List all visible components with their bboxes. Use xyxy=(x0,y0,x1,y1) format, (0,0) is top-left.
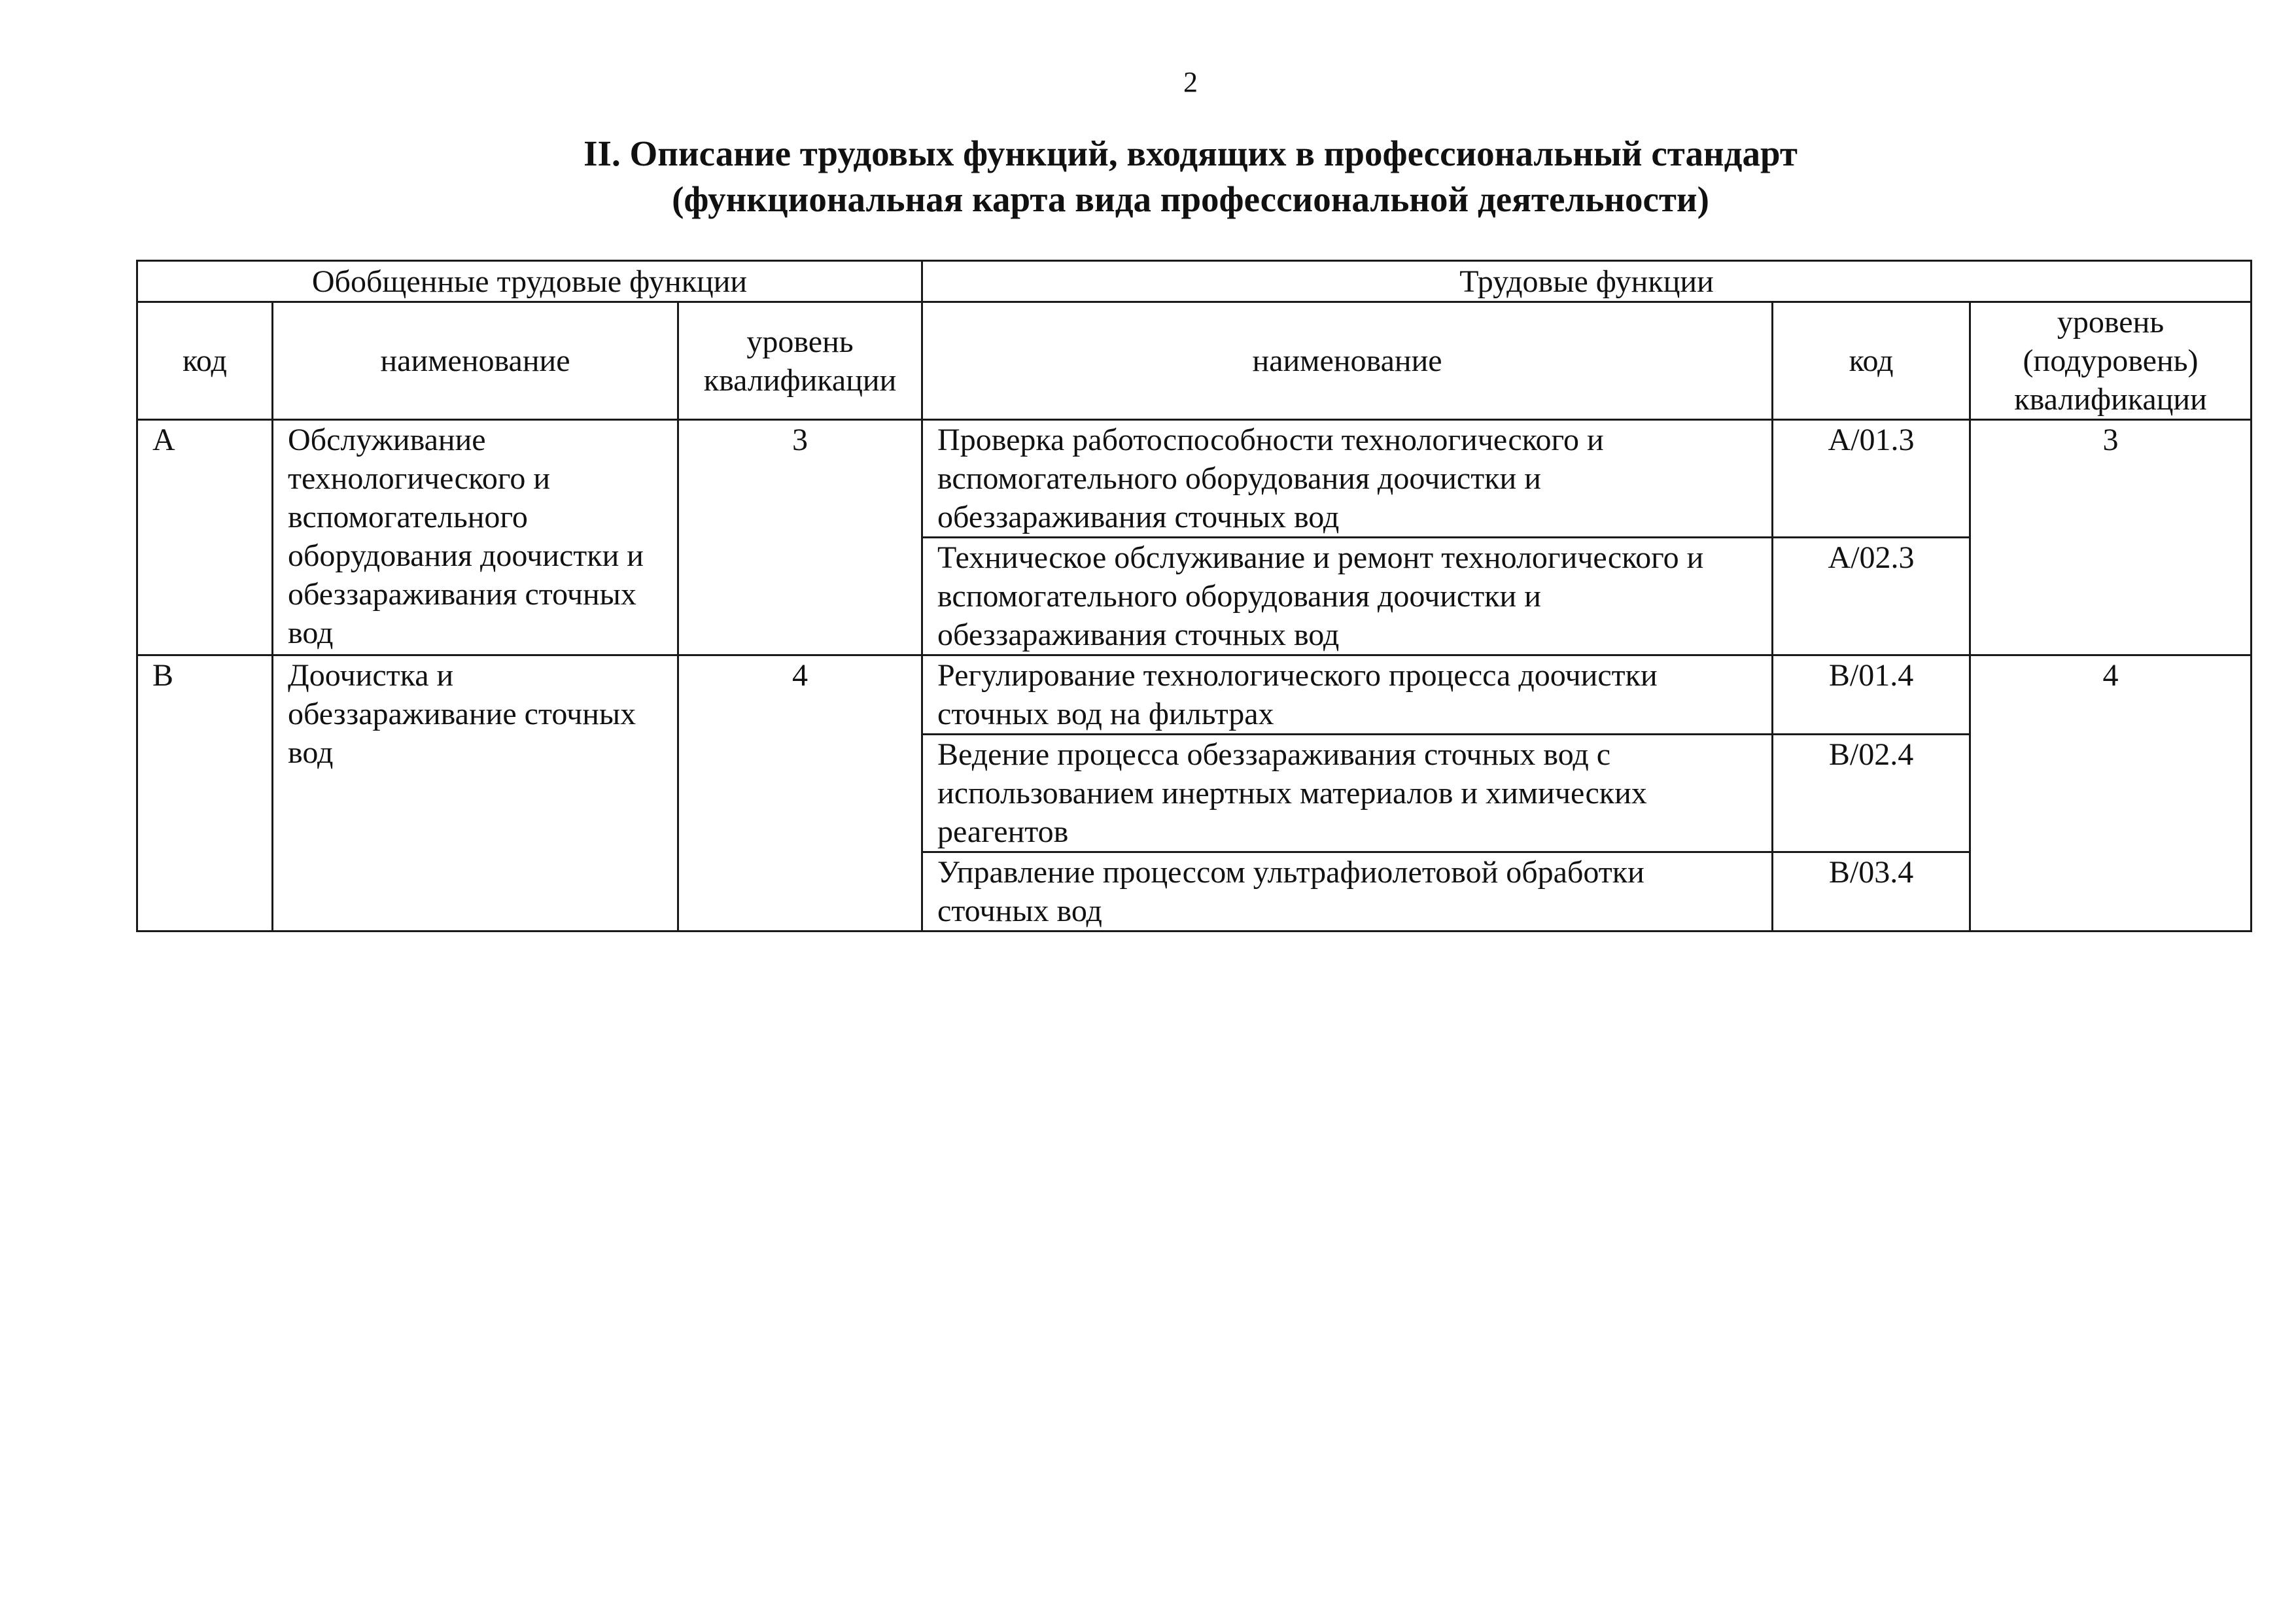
labor-functions-header: Трудовые функции xyxy=(922,261,2252,302)
labor-function-name: Проверка работоспособности технологического и вспомогательного оборудования доочистки и обеззараживания сточных вод xyxy=(922,420,1773,538)
labor-function-code: B/02.4 xyxy=(1773,735,1970,852)
functional-map-table xyxy=(136,260,2252,932)
gen-function-code: B xyxy=(137,655,273,931)
generalized-functions-header: Обобщенные трудовые функции xyxy=(137,261,922,302)
heading-line-2: (функциональная карта вида профессиональной деятельности) xyxy=(672,179,1709,219)
labor-function-name: Регулирование технологического процесса доочистки сточных вод на фильтрах xyxy=(922,655,1773,735)
gen-function-code: A xyxy=(137,420,273,655)
col-header-fn-level: уровень (подуровень) квалификации xyxy=(1970,302,2252,420)
page-number: 2 xyxy=(1183,66,1198,98)
heading-line-1: II. Описание трудовых функций, входящих в профессиональный стандарт xyxy=(583,133,1798,173)
section-heading xyxy=(0,131,2296,222)
gen-function-level: 3 xyxy=(678,420,922,655)
labor-function-code: B/03.4 xyxy=(1773,852,1970,931)
col-header-gen-level: уровень квалификации xyxy=(678,302,922,420)
labor-function-name: Техническое обслуживание и ремонт технологического и вспомогательного оборудования доочистки и обеззараживания сточных вод xyxy=(922,538,1773,655)
col-header-gen-name: наименование xyxy=(273,302,678,420)
group-header-row xyxy=(137,261,2252,302)
labor-function-name: Ведение процесса обеззараживания сточных вод с использованием инертных материалов и химических реагентов xyxy=(922,735,1773,852)
labor-function-level: 3 xyxy=(1970,420,2252,655)
labor-function-code: A/01.3 xyxy=(1773,420,1970,538)
table-row xyxy=(137,655,2252,735)
labor-function-name: Управление процессом ультрафиолетовой обработки сточных вод xyxy=(922,852,1773,931)
labor-function-code: A/02.3 xyxy=(1773,538,1970,655)
labor-function-code: B/01.4 xyxy=(1773,655,1970,735)
labor-function-level: 4 xyxy=(1970,655,2252,931)
column-header-row xyxy=(137,302,2252,420)
gen-function-name: Обслуживание технологического и вспомогательного оборудования доочистки и обеззараживания сточных вод xyxy=(273,420,678,655)
table-row xyxy=(137,420,2252,538)
col-header-fn-name: наименование xyxy=(922,302,1773,420)
gen-function-name: Доочистка и обеззараживание сточных вод xyxy=(273,655,678,931)
gen-function-level: 4 xyxy=(678,655,922,931)
col-header-gen-code: код xyxy=(137,302,273,420)
col-header-fn-code: код xyxy=(1773,302,1970,420)
